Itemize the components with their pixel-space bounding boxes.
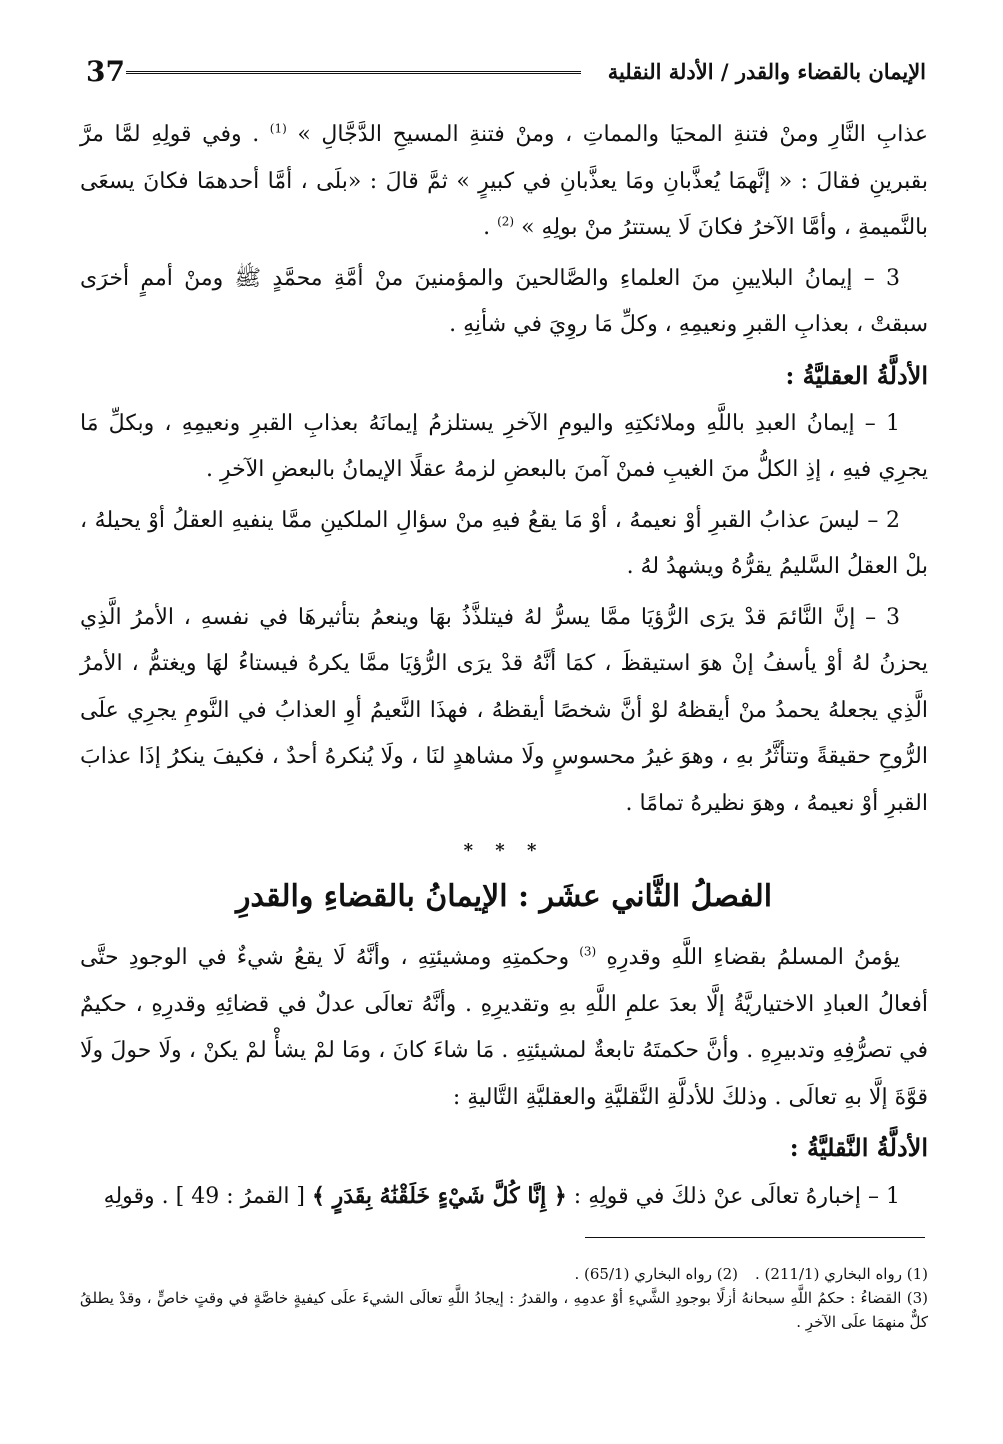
page-body	[80, 112, 928, 1225]
footnote-3: (3) القضاءُ : حكمُ اللَّهِ سبحانهُ أزلًا بوجودِ الشَّيءِ أوْ عدمِهِ ، والقدرُ : إيجادُ اللَّهِ تعالَى الشيءَ علَى كيفيةٍ خاصَّةٍ في وقتٍ خاصٍّ ، وقدْ يطلقُ كلٌّ منهمَا علَى الآخرِ .	[80, 1289, 928, 1331]
heading-rational-evidence: الأدلَّةُ العقليَّةُ :	[785, 360, 928, 390]
text-span: .	[483, 215, 498, 240]
rational-point-2: 2 – ليسَ عذابُ القبرِ أوْ نعيمهُ ، أوْ مَا يقعُ فيهِ منْ سؤالِ الملكينِ ممَّا ينفيهِ العقلُ أوْ يحيلهُ ، بلْ العقلُ السَّليمُ يقرُّهُ ويشهدُ لهُ .	[80, 507, 928, 579]
text-span: [ القمرُ : 49 ] . وقولِهِ	[103, 1184, 313, 1209]
section-separator: * * *	[463, 840, 545, 861]
chapter-intro-paragraph	[80, 935, 928, 1121]
text-span: وحكمتِهِ ومشيئتِهِ ، وأنَّهُ لَا يقعُ شيءٌ في الوجودِ حتَّى أفعالُ العبادِ الاختياريَّةُ إلَّا بعدَ علمِ اللَّهِ بهِ وتقديرِهِ . وأنَّهُ تعالَى عدلٌ في قضائِهِ وقدرِهِ ، حكيمٌ في تصرُّفِهِ وتدبيرِهِ . وأنَّ حكمتَهُ تابعةٌ لمشيئتِهِ . مَا شاءَ كانَ ، ومَا لمْ يشأْ لمْ يكنْ ، ولَا حولَ ولَا قوَّةَ إلَّا بهِ تعالَى . وذلكَ للأدلَّةِ النَّقليَّةِ والعقليَّةِ التَّاليةِ :	[80, 945, 928, 1110]
textual-point-1	[80, 1173, 928, 1221]
header-title: الإيمان بالقضاء والقدر / الأدلة النقلية	[607, 59, 926, 84]
rational-point-3: 3 – إنَّ النَّائمَ قدْ يرَى الرُّؤيَا ممَّا يسرُّ لهُ فيتلذَّذُ بهَا وينعمُ بتأثيرهَا في نفسهِ ، الأمرُ الَّذِي يحزنُ لهُ أوْ يأسفُ إنْ هوَ استيقظَ ، كمَا أنَّهُ قدْ يرَى الرُّؤيَا ممَّا يكرهُ فيستاءُ لهَا ويغتمُّ ، الأمرُ الَّذِي يجعلهُ يحمدُ منْ أيقظهُ لوْ أنَّ شخصًا أيقظهُ ، فهذَا النَّعيمُ أوِ العذابُ في النَّومِ يجرِي علَى الرُّوحِ حقيقةً وتتأثَّرُ بهِ ، وهوَ غيرُ محسوسٍ ولَا مشاهدٍ لنَا ، ولَا يُنكرهُ أحدٌ ، فكيفَ ينكرُ إذَا عذابَ القبرِ أوْ نعيمهُ ، وهوَ نظيرهُ تمامًا .	[80, 604, 928, 816]
chapter-title: الفصلُ الثَّاني عشَر : الإيمانُ بالقضاءِ والقدرِ	[235, 879, 773, 914]
footnote-1: (1) رواه البخاري (211/1) .	[754, 1265, 928, 1283]
footnote-ref-1: (1)	[269, 121, 287, 136]
heading-textual-evidence: الأدلَّةُ النَّقليَّةُ :	[789, 1133, 928, 1162]
footnote-row-1-2	[80, 1262, 928, 1286]
header-rule	[126, 71, 581, 77]
quran-verse: ﴿ إِنَّا كُلَّ شَيْءٍ خَلَقْنَٰهُ بِقَدَرٍ ﴾	[312, 1183, 567, 1209]
footnote-ref-3: (3)	[579, 944, 597, 959]
text-span: يؤمنُ المسلمُ بقضاءِ اللَّهِ وقدرِهِ	[596, 945, 900, 970]
footnote-2: (2) رواه البخاري (65/1) .	[574, 1265, 738, 1283]
paragraph-grave-hadith	[80, 112, 928, 252]
text-span: عذابِ النَّارِ ومنْ فتنةِ المحيَا والمماتِ ، ومنْ فتنةِ المسيحِ الدَّجَّالِ »	[286, 122, 928, 147]
text-span: . وفي قولِهِ لمَّا مرَّ بقبرينِ فقالَ : « إنَّهمَا يُعذَّبانِ ومَا يعذَّبانِ في كبيرٍ » ثمَّ قالَ : «بلَى ، أمَّا أحدهمَا فكانَ يسعَى بالنَّميمةِ ، وأمَّا الآخرُ فكانَ لَا يستترُ منْ بولِهِ »	[80, 122, 928, 240]
footnotes	[80, 1262, 928, 1334]
paragraph-point-3: 3 – إيمانُ البلايينِ منَ العلماءِ والصَّالحينَ والمؤمنينَ منْ أمَّةِ محمَّدٍ ﷺ ومنْ أممٍ أخرَى سبقتْ ، بعذابِ القبرِ ونعيمِهِ ، وكلِّ مَا روِيَ في شأنِهِ .	[80, 265, 928, 337]
rational-point-1: 1 – إيمانُ العبدِ باللَّهِ وملائكتِهِ واليومِ الآخرِ يستلزمُ إيمانَهُ بعذابِ القبرِ ونعيمِهِ ، وبكلِّ مَا يجرِي فيهِ ، إذِ الكلُّ منَ الغيبِ فمنْ آمنَ بالبعضِ لزمهُ عقلًا الإيمانُ بالبعضِ الآخرِ .	[80, 410, 928, 482]
running-header	[86, 52, 926, 92]
footnote-rule	[585, 1237, 925, 1238]
text-span: 1 – إخبارهُ تعالَى عنْ ذلكَ في قولِهِ :	[566, 1184, 900, 1209]
footnote-ref-2: (2)	[497, 214, 515, 229]
page-number: 37	[86, 55, 125, 88]
